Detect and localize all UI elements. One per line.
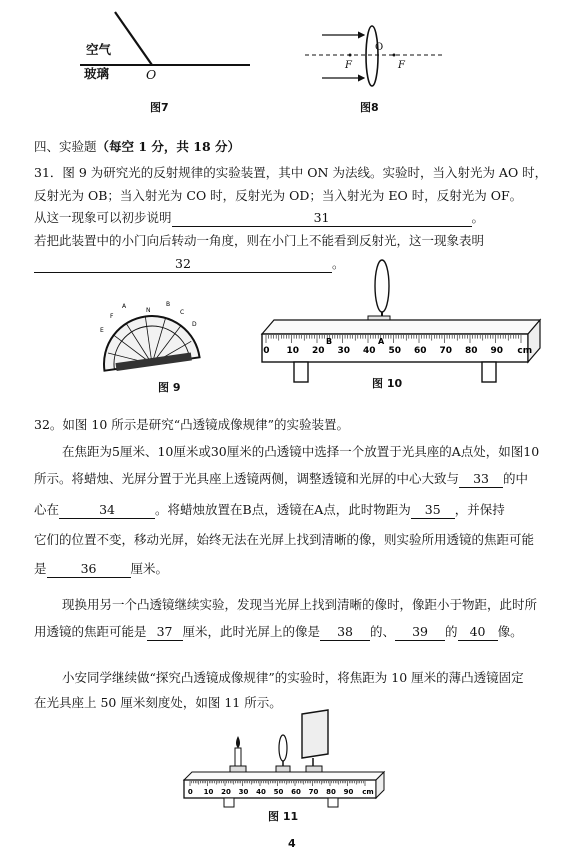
fig11-tick-label: 90 (343, 788, 354, 796)
fig10-tick-label: 80 (465, 346, 478, 356)
fig7-glass-label: 玻璃 (84, 66, 110, 81)
fig10-tick-label: 0 (263, 346, 270, 356)
fig11-tick-label: 80 (326, 788, 336, 796)
blank-38[interactable]: 38 (320, 624, 370, 641)
section-heading (34, 139, 240, 155)
q31-line1: 31．图 9 为研究光的反射规律的实验装置，其中 ON 为法线。实验时，当入射光为 AO 时， (34, 165, 548, 180)
bench-foot-left (294, 362, 308, 382)
page-number: 4 (288, 837, 296, 850)
fig11-tick-label: 70 (308, 788, 319, 796)
fig10-tick-label: 40 (363, 346, 376, 356)
q31-line3: 从这一现象可以初步说明 31 。 (34, 210, 485, 225)
fig9-label-b: B (166, 301, 171, 308)
incident-ray (115, 12, 152, 65)
fig10-caption: 图 10 (372, 377, 403, 390)
q32-p1-line1: 在焦距为5厘米、10厘米或30厘米的凸透镜中选择一个放置于光具座的A点处，如图10 (62, 444, 540, 459)
blank-35[interactable]: 35 (411, 502, 455, 519)
fig10-tick-label: 90 (490, 346, 504, 356)
fig9-caption: 图 9 (158, 381, 181, 394)
section-title: 四、实验题 (34, 139, 97, 154)
fig8-f-right: F (398, 60, 405, 71)
fig11-foot-left (224, 798, 234, 807)
fig7-caption: 图7 (150, 101, 169, 114)
fig7-air-label: 空气 (86, 42, 112, 57)
fig10-tick-label: 60 (414, 346, 427, 356)
blank-37[interactable]: 37 (147, 624, 183, 641)
q32-p1-line3: 心在 34 。将蜡烛放置在B点，透镜在A点，此时物距为 35 ，并保持 (34, 502, 505, 517)
fig8-o-label: O (375, 42, 384, 53)
blank-34[interactable]: 34 (59, 502, 155, 519)
fig11-bench-top (184, 772, 384, 780)
section-note: （每空 1 分，共 18 分） (96, 139, 241, 154)
q33-line1: 小安同学继续做“探究凸透镜成像规律”的实验时，将焦距为 10 厘米的薄凸透镜固定 (62, 670, 524, 685)
blank-32[interactable]: 32 (34, 256, 332, 273)
fig8-caption: 图8 (360, 101, 379, 114)
fig10-tick-label: 70 (439, 346, 453, 356)
fig10-unit: cm (517, 346, 533, 356)
fig11-tick-label: 10 (203, 788, 214, 796)
fig10-tick-label: 30 (337, 346, 351, 356)
candle-flame (236, 736, 240, 748)
q32-p1-line4: 它们的位置不变，移动光屏，始终无法在光屏上找到清晰的像，则实验所用透镜的焦距可能 (34, 532, 535, 547)
fig10-tick-label: 20 (312, 346, 325, 356)
fig10-tick-label: 10 (286, 346, 300, 356)
q32-title: 32。如图 10 所示是研究“凸透镜成像规律”的实验装置。 (34, 417, 350, 432)
fig11-tick-label: 0 (187, 788, 193, 796)
figure-10 (250, 256, 550, 388)
figure-9 (96, 292, 208, 374)
fig11-lens (279, 735, 287, 761)
fig10-tick-label: 50 (388, 346, 402, 356)
fig11-foot-right (328, 798, 338, 807)
q31-line5: 32 。 (34, 256, 345, 273)
q31-line4: 若把此装置中的小门向后转动一角度，则在小门上不能看到反射光，这一现象表明 (34, 233, 485, 248)
fig8-f-left: F (345, 60, 352, 71)
fig11-tick-label: 50 (273, 788, 284, 796)
fig11-tick-label: 20 (221, 788, 231, 796)
q32-p1-line5: 是 36 厘米。 (34, 561, 169, 576)
fig9-label-f: F (110, 313, 114, 320)
lens (375, 260, 389, 312)
fig10-point-b: B (326, 337, 333, 346)
fig11-tick-label: 40 (256, 788, 266, 796)
fig11-unit: cm (362, 788, 374, 796)
q32-p2-line2: 用透镜的焦距可能是 37 厘米，此时光屏上的像是 38 的、 39 的 40 像。 (34, 624, 523, 639)
fig9-label-e: E (100, 327, 104, 334)
q31-line2: 反射光为 OB；当入射光为 CO 时，反射光为 OD；当入射光为 EO 时，反射光为 OF。 (34, 188, 523, 203)
q32-p2-line1: 现换用另一个凸透镜继续实验，发现当光屏上找到清晰的像时，像距小于物距，此时所 (62, 597, 538, 612)
candle (235, 748, 241, 766)
fig11-tick-label: 30 (238, 788, 249, 796)
blank-40[interactable]: 40 (458, 624, 498, 641)
fig9-label-d: D (192, 321, 197, 328)
fig11-tick-label: 60 (291, 788, 301, 796)
fig9-label-n: N (146, 307, 151, 314)
fig7-point-label: O (146, 67, 157, 82)
figure-11 (178, 708, 390, 808)
bench-top (262, 320, 540, 334)
blank-36[interactable]: 36 (47, 561, 131, 578)
q32-p1-line2: 所示。将蜡烛、光屏分置于光具座上透镜两侧，调整透镜和光屏的中心大致与 33 的中 (34, 471, 529, 486)
blank-31[interactable]: 31 (172, 210, 472, 227)
convex-lens (366, 26, 378, 86)
fig11-caption: 图 11 (268, 810, 299, 823)
light-screen (302, 710, 328, 758)
bench-foot-right (482, 362, 496, 382)
fig9-label-a: A (122, 303, 127, 310)
fig10-point-a: A (378, 337, 385, 346)
fig9-label-c: C (180, 309, 185, 316)
q33-line2: 在光具座上 50 厘米刻度处，如图 11 所示。 (34, 695, 282, 710)
blank-39[interactable]: 39 (395, 624, 445, 641)
blank-33[interactable]: 33 (459, 471, 503, 488)
